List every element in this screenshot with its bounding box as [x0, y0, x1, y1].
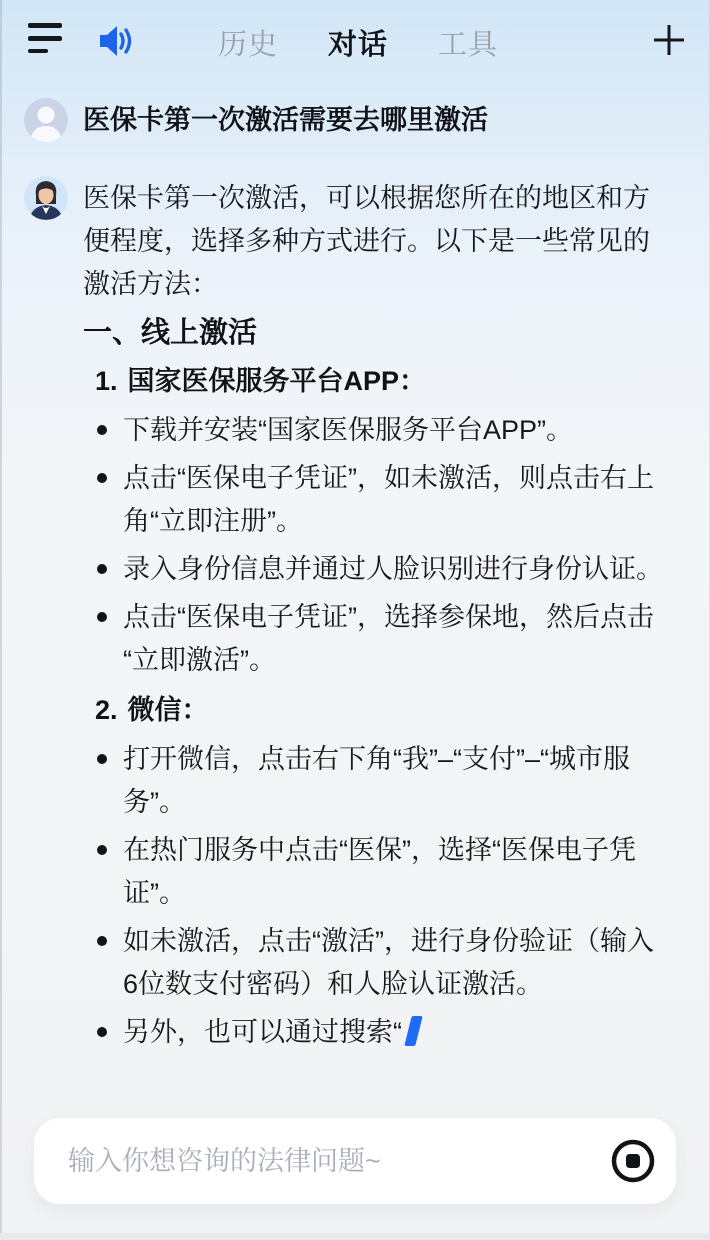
bullet-line: 务”。: [123, 787, 186, 817]
chat-area: [0, 98, 710, 1059]
bullet-line: 6位数支付密码）和人脸认证激活。: [123, 969, 544, 999]
numbered-item-1: [83, 358, 691, 404]
item-title: 国家医保服务平台APP：: [127, 366, 427, 396]
tab-tools[interactable]: 工具: [438, 29, 499, 61]
list-item-streaming: [83, 1011, 691, 1054]
bullet-dot: [97, 564, 107, 574]
speaker-icon[interactable]: [98, 24, 136, 58]
bullet-line: 另外，也可以通过搜索“: [123, 1017, 402, 1047]
menu-icon[interactable]: [28, 21, 64, 59]
top-bar: [0, 0, 710, 80]
bullet-line: 证”。: [123, 878, 186, 908]
user-avatar: [24, 98, 68, 142]
item-number: 1.: [95, 366, 118, 396]
new-chat-plus-icon[interactable]: [650, 21, 688, 59]
list-item: [83, 409, 691, 452]
bullet-line: 打开微信，点击右下角“我”–“支付”–“城市服: [123, 744, 630, 774]
section-heading: 一、线上激活: [83, 317, 258, 349]
chat-input[interactable]: [66, 1145, 610, 1178]
list-item: [83, 596, 691, 682]
bullet-dot: [97, 936, 107, 946]
header-tabs: [218, 22, 498, 63]
stop-generating-button[interactable]: [610, 1138, 656, 1184]
intro-line: 激活方法：: [83, 269, 218, 299]
intro-line: 医保卡第一次激活，可以根据您所在的地区和方: [83, 183, 650, 213]
item-title: 微信：: [127, 695, 209, 725]
message-composer: [34, 1118, 676, 1204]
list-item: [83, 457, 691, 543]
bullet-dot: [97, 754, 107, 764]
list-item: [83, 738, 691, 824]
bullet-dot: [97, 425, 107, 435]
bullet-line: 角“立即注册”。: [123, 506, 303, 536]
assistant-message-row: [0, 176, 710, 1059]
bullet-line: 录入身份信息并通过人脸识别进行身份认证。: [123, 554, 663, 584]
list-item: [83, 829, 691, 915]
bullet-line: 如未激活，点击“激活”，进行身份验证（输入: [123, 926, 654, 956]
bullet-line: 下载并安装“国家医保服务平台APP”。: [123, 415, 574, 445]
item-number: 2.: [95, 695, 118, 725]
assistant-avatar: [24, 176, 68, 220]
bullet-line: “立即激活”。: [123, 645, 276, 675]
tab-dialogue[interactable]: 对话: [328, 29, 389, 61]
list-item: [83, 548, 691, 591]
bullet-line: 点击“医保电子凭证”，选择参保地，然后点击: [123, 602, 654, 632]
intro-line: 便程度，选择多种方式进行。以下是一些常见的: [83, 226, 650, 256]
list-item: [83, 920, 691, 1006]
user-message-text: 医保卡第一次激活需要去哪里激活: [83, 105, 488, 135]
bottom-edge: [0, 1233, 710, 1240]
bullet-line: 在热门服务中点击“医保”，选择“医保电子凭: [123, 835, 636, 865]
bullet-dot: [97, 612, 107, 622]
bullet-dot: [97, 845, 107, 855]
typing-caret: [404, 1016, 422, 1046]
user-message-row: [0, 98, 710, 142]
assistant-message-body: [83, 176, 691, 1059]
numbered-item-2: [83, 687, 691, 733]
tab-history[interactable]: 历史: [218, 29, 279, 61]
bullet-line: 点击“医保电子凭证”，如未激活，则点击右上: [123, 463, 654, 493]
bullet-dot: [97, 473, 107, 483]
bullet-dot: [97, 1027, 107, 1037]
